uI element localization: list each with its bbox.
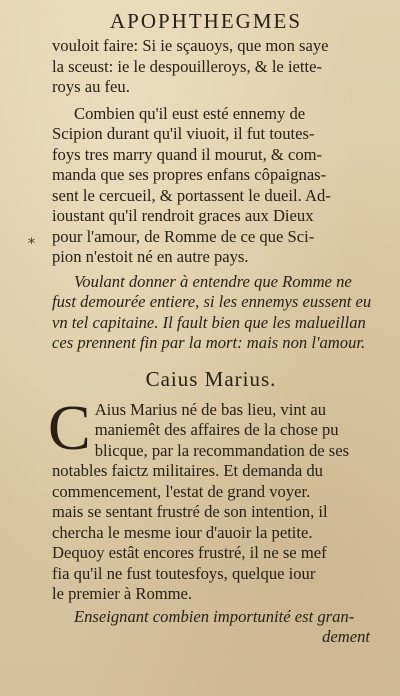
paragraph-1: [52, 36, 370, 98]
text-line: Combien qu'il eust esté ennemy de: [74, 103, 306, 123]
text-line: vouloit faire: Si ie sçauoys, que mon saye: [52, 36, 329, 55]
text-line: la sceust: ie le despouilleroys, & le iette-: [52, 56, 323, 76]
paragraph-3: [48, 391, 370, 605]
text-line: manda que ses propres enfans côpaignas-: [52, 165, 327, 184]
text-line: vn tel capitaine. Il fault bien que les malueillan: [52, 312, 366, 332]
text-line: mais se sentant frustré de son intention, il: [52, 502, 328, 521]
text-line: foys tres marry quand il mourut, & com-: [52, 144, 323, 164]
text-line: Aius Marius né de bas lieu, vint au: [94, 399, 327, 419]
text-line: fia qu'il ne fust toutesfoys, quelque iour: [52, 563, 316, 583]
marginal-mark: *: [28, 236, 35, 252]
text-line: ioustant qu'il rendroit graces aux Dieux: [52, 206, 314, 225]
drop-cap: C: [48, 391, 91, 463]
catchword: dement: [322, 627, 370, 646]
italic-quote: [52, 272, 370, 354]
text-line: chercha le mesme iour d'auoir la petite.: [52, 522, 313, 542]
text-line: notables faictz militaires. Et demanda du: [52, 461, 323, 480]
section-title: Caius Marius.: [145, 366, 277, 391]
text-line: sent le cercueil, & portassent le dueil. Ad-: [52, 185, 331, 205]
text-line: fust demourée entiere, si les ennemys eussent eu: [52, 292, 372, 311]
text-line: blicque, par la recommandation de ses: [94, 440, 350, 460]
text-line: Dequoy estât encores frustré, il ne se mef: [52, 543, 327, 562]
text-line: pion n'estoit né en autre pays.: [52, 247, 249, 266]
text-line: Voulant donner à entendre que Romme ne: [74, 271, 352, 291]
page-header: APOPHTHEGMES: [109, 9, 303, 33]
text-line: roys au feu.: [52, 77, 130, 96]
text-line: commencement, l'estat de grand voyer.: [52, 481, 311, 501]
text-line: pour l'amour, de Romme de ce que Sci-: [52, 226, 315, 246]
text-line: maniemêt des affaires de la chose pu: [94, 420, 339, 439]
paragraph-4: [52, 607, 370, 648]
text-line: ces prennent fin par la mort: mais non l'amour.: [52, 333, 366, 352]
paragraph-2: [52, 104, 370, 268]
text-line: Enseignant combien importunité est gran-: [74, 606, 355, 626]
text-line: Scipion durant qu'il viuoit, il fut toutes-: [52, 124, 315, 143]
text-line: le premier à Romme.: [52, 584, 193, 603]
